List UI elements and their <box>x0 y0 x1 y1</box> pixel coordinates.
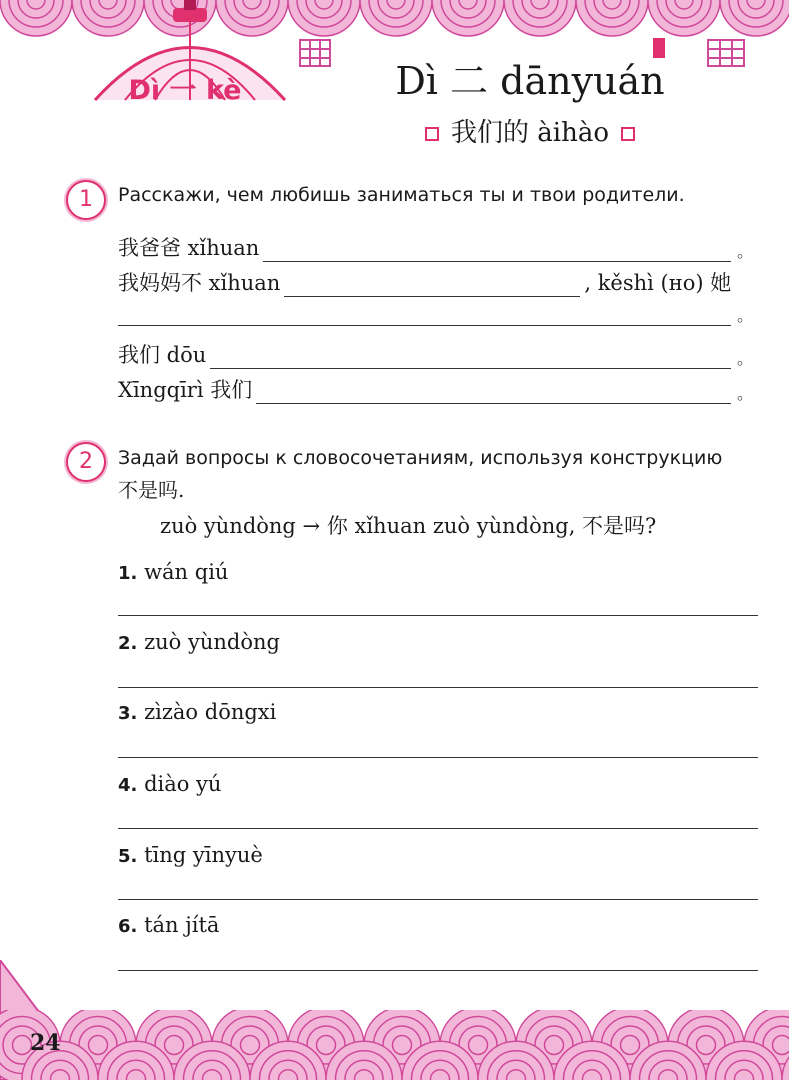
answer-line-3[interactable] <box>118 757 758 758</box>
bottom-decorative-band <box>0 1010 789 1080</box>
exercise-1-line-2: 我妈妈不 xǐhuan , kěshì (но) 她 <box>118 271 732 295</box>
exercise-2-example: zuò yùndòng → 你 xǐhuan zuò yùndòng, 不是吗? <box>160 514 657 538</box>
answer-blank[interactable] <box>263 241 731 262</box>
exercise-2-item-5: 5. tīng yīnyuè <box>118 843 263 867</box>
exercise-2-instruction-construct: 不是吗. <box>118 478 185 502</box>
exercise-2-item-3: 3. zìzào dōngxi <box>118 700 277 724</box>
exercise-1-number: 1 <box>66 180 106 220</box>
answer-line-2[interactable] <box>118 687 758 688</box>
exercise-2-instruction: Задай вопросы к словосочетаниям, используя конструкцию <box>118 447 723 469</box>
answer-blank[interactable] <box>284 276 580 297</box>
answer-line-4[interactable] <box>118 828 758 829</box>
square-bullet-icon <box>621 127 635 141</box>
answer-line-6[interactable] <box>118 970 758 971</box>
answer-blank[interactable] <box>256 383 731 404</box>
square-bullet-icon <box>425 127 439 141</box>
answer-line-1[interactable] <box>118 615 758 616</box>
answer-blank[interactable] <box>118 305 731 326</box>
answer-line-5[interactable] <box>118 899 758 900</box>
exercise-2-item-4: 4. diào yú <box>118 772 222 796</box>
lesson-subtitle: 我们的 àihào <box>360 112 700 149</box>
exercise-2-item-1: 1. wán qiú <box>118 560 229 584</box>
exercise-2-item-2: 2. zuò yùndòng <box>118 630 280 654</box>
unit-title: Dì 二 dānyuán <box>395 59 665 103</box>
exercise-2-number: 2 <box>66 442 106 482</box>
exercise-1-line-5: Xīngqīrì 我们 。 <box>118 378 753 403</box>
exercise-1-line-3: 。 <box>118 303 753 326</box>
page-number: 24 <box>30 1030 61 1056</box>
exercise-1-line-1: 我爸爸 xǐhuan 。 <box>118 236 753 261</box>
lesson-badge: Dì 一 kè <box>128 75 242 106</box>
exercise-1-instruction: Расскажи, чем любишь заниматься ты и твои родители. <box>118 184 685 206</box>
exercise-2-item-6: 6. tán jítā <box>118 913 220 937</box>
answer-blank[interactable] <box>210 348 731 369</box>
exercise-1-line-4: 我们 dōu 。 <box>118 343 753 368</box>
